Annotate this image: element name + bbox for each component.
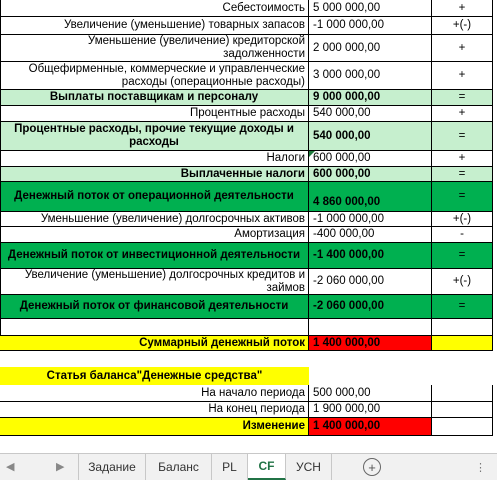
cell-label[interactable]: [0, 351, 309, 367]
cell-operator[interactable]: =: [432, 90, 493, 106]
tab-usn[interactable]: УСН: [286, 454, 332, 480]
cell-label[interactable]: Изменение: [0, 418, 309, 436]
cell-operator[interactable]: [432, 351, 493, 367]
cell-operator[interactable]: +: [432, 35, 493, 62]
cell-operator[interactable]: [432, 402, 493, 418]
cell-label[interactable]: Суммарный денежный поток: [0, 336, 309, 351]
cell-label[interactable]: На конец периода: [0, 402, 309, 418]
cell-operator[interactable]: =: [432, 295, 493, 319]
cell-label[interactable]: Общефирменные, коммерческие и управленческие расходы (операционные расходы): [0, 62, 309, 90]
cell-value[interactable]: 540 000,00: [309, 106, 432, 122]
cell-operator[interactable]: =: [432, 167, 493, 182]
cell-operator[interactable]: [432, 319, 493, 336]
sheet-tab-bar: [0, 453, 497, 480]
cell-label[interactable]: Увеличение (уменьшение) долгосрочных кредитов и займов: [0, 269, 309, 295]
cell-label[interactable]: Процентные расходы: [0, 106, 309, 122]
cell-operator[interactable]: +(-): [432, 212, 493, 227]
tab-zadanie[interactable]: Задание: [78, 454, 146, 480]
cell-operator[interactable]: [432, 336, 493, 351]
cell-operator[interactable]: +: [432, 151, 493, 167]
tab-scroll-right-icon[interactable]: ▶: [56, 461, 65, 473]
tab-balans[interactable]: Баланс: [146, 454, 212, 480]
cell-value[interactable]: 600 000,00: [309, 151, 432, 167]
cell-label[interactable]: Выплаты поставщикам и персоналу: [0, 90, 309, 106]
grid-left-border: [0, 0, 1, 336]
cell-value[interactable]: 1 400 000,00: [309, 418, 432, 436]
cell-comment-indicator-icon: [309, 151, 315, 157]
more-options-icon[interactable]: ⋮: [475, 462, 487, 474]
cell-label[interactable]: Денежный поток от финансовой деятельности: [0, 295, 309, 319]
cell-label[interactable]: Уменьшение (увеличение) кредиторской задолженности: [0, 35, 309, 62]
add-sheet-icon[interactable]: +: [363, 458, 381, 476]
cell-operator[interactable]: =: [432, 243, 493, 269]
cell-label[interactable]: Налоги: [0, 151, 309, 167]
cell-label[interactable]: Себестоимость: [0, 0, 309, 17]
cell-operator[interactable]: -: [432, 227, 493, 243]
cell-value[interactable]: -2 060 000,00: [309, 295, 432, 319]
cell-operator[interactable]: +(-): [432, 269, 493, 295]
tab-scroll-left-icon[interactable]: ◀: [6, 461, 15, 473]
cell-label[interactable]: Денежный поток от операционной деятельности: [0, 182, 309, 212]
cell-label[interactable]: Уменьшение (увеличение) долгосрочных активов: [0, 212, 309, 227]
cell-value[interactable]: [309, 351, 432, 367]
cell-label[interactable]: Увеличение (уменьшение) товарных запасов: [0, 17, 309, 35]
cell-value[interactable]: 3 000 000,00: [309, 62, 432, 90]
cell-operator[interactable]: [432, 385, 493, 402]
cell-value[interactable]: -1 400 000,00: [309, 243, 432, 269]
cell-label[interactable]: Процентные расходы, прочие текущие доходы и расходы: [0, 122, 309, 151]
cell-operator[interactable]: +(-): [432, 17, 493, 35]
cell-label[interactable]: [0, 319, 309, 336]
cell-operator[interactable]: =: [432, 182, 493, 212]
cell-label[interactable]: Денежный поток от инвестиционной деятельности: [0, 243, 309, 269]
cell-value[interactable]: [309, 367, 432, 385]
cell-value[interactable]: 4 860 000,00: [309, 182, 432, 212]
cell-value[interactable]: -1 000 000,00: [309, 212, 432, 227]
tab-pl[interactable]: PL: [212, 454, 248, 480]
cell-operator[interactable]: =: [432, 122, 493, 151]
cell-value[interactable]: -1 000 000,00: [309, 17, 432, 35]
cell-value[interactable]: 1 900 000,00: [309, 402, 432, 418]
cell-value[interactable]: [309, 319, 432, 336]
cell-label[interactable]: Выплаченные налоги: [0, 167, 309, 182]
tab-cf[interactable]: CF: [248, 454, 286, 480]
cell-value[interactable]: 500 000,00: [309, 385, 432, 402]
cell-operator[interactable]: [432, 367, 493, 385]
cell-operator[interactable]: [432, 418, 493, 436]
cell-operator[interactable]: +: [432, 106, 493, 122]
cell-operator[interactable]: +: [432, 0, 493, 17]
cell-value[interactable]: 9 000 000,00: [309, 90, 432, 106]
cell-operator[interactable]: +: [432, 62, 493, 90]
cell-label[interactable]: Амортизация: [0, 227, 309, 243]
cell-value[interactable]: 540 000,00: [309, 122, 432, 151]
cell-value[interactable]: 1 400 000,00: [309, 336, 432, 351]
cell-value[interactable]: 2 000 000,00: [309, 35, 432, 62]
cell-value[interactable]: 600 000,00: [309, 167, 432, 182]
cell-value[interactable]: 5 000 000,00: [309, 0, 432, 17]
cell-value[interactable]: -400 000,00: [309, 227, 432, 243]
cell-value[interactable]: -2 060 000,00: [309, 269, 432, 295]
cell-label[interactable]: Статья баланса"Денежные средства": [0, 367, 309, 385]
cell-label[interactable]: На начало периода: [0, 385, 309, 402]
